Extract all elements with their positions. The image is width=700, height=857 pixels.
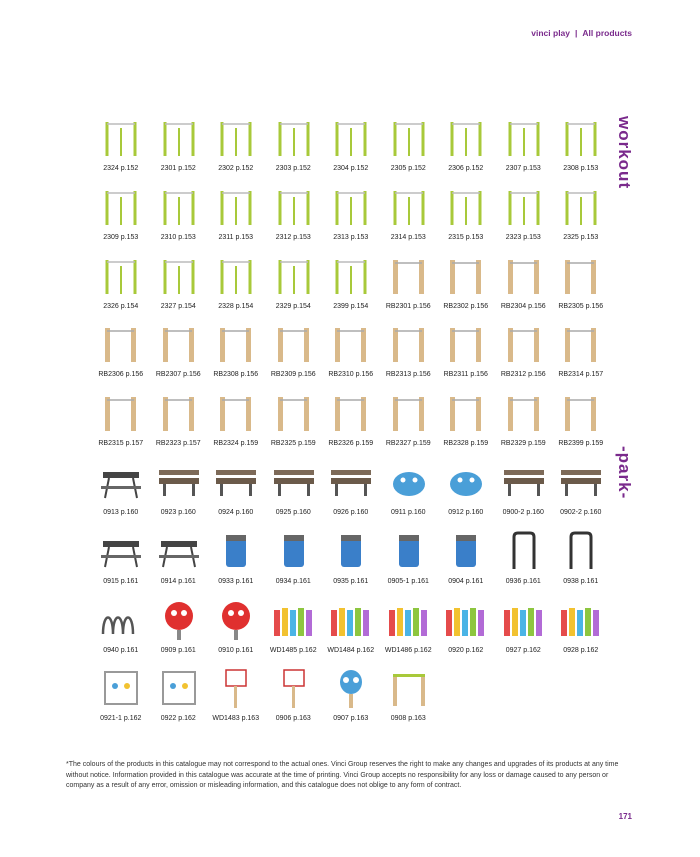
product-caption: 2313 p.153 <box>333 233 369 241</box>
product-caption: 2301 p.152 <box>160 165 196 172</box>
workout-station-icon <box>212 185 260 229</box>
product-caption: 0936 p.161 <box>505 577 541 585</box>
product-caption: 2302 p.152 <box>218 165 254 172</box>
product-caption: RB2326 p.159 <box>328 440 374 448</box>
product-item <box>150 116 208 185</box>
product-caption: RB2323 p.157 <box>155 440 201 448</box>
product-item <box>380 529 438 598</box>
product-item <box>322 116 380 185</box>
product-caption: 0905-1 p.161 <box>387 577 429 585</box>
play-panel-icon <box>97 666 145 710</box>
wooden-workout-icon <box>327 391 375 435</box>
workout-station-icon <box>442 116 490 160</box>
workout-station-icon <box>557 185 605 229</box>
product-item <box>437 391 495 460</box>
wooden-workout-icon <box>500 391 548 435</box>
product-caption: 2325 p.153 <box>563 233 599 241</box>
product-caption: RB2305 p.156 <box>558 302 604 310</box>
product-caption: 2314 p.153 <box>390 233 426 241</box>
wooden-workout-icon <box>442 391 490 435</box>
product-item <box>322 529 380 598</box>
product-item <box>92 185 150 254</box>
product-item <box>552 529 610 598</box>
picnic-table-icon <box>97 529 145 573</box>
wooden-workout-icon <box>557 322 605 366</box>
product-caption: WD1485 p.162 <box>269 646 317 654</box>
product-caption: 0910 p.161 <box>218 646 254 654</box>
product-caption: RB2308 p.156 <box>213 371 259 379</box>
fence-icon <box>557 598 605 642</box>
product-item <box>495 391 553 460</box>
wooden-workout-icon <box>212 322 260 366</box>
product-caption: 2306 p.152 <box>448 165 484 172</box>
product-item <box>265 598 323 667</box>
park-section-label: -park- <box>615 446 634 500</box>
litter-bin-icon <box>327 529 375 573</box>
product-caption: RB2311 p.156 <box>443 371 488 379</box>
product-caption: 0911 p.160 <box>390 508 426 516</box>
product-caption: RB2310 p.156 <box>328 371 374 379</box>
litter-bin-icon <box>385 529 433 573</box>
fence-icon <box>270 598 318 642</box>
product-caption: 2328 p.154 <box>218 302 254 310</box>
workout-station-icon <box>155 116 203 160</box>
product-caption: RB2315 p.157 <box>98 440 144 448</box>
product-item <box>380 666 438 735</box>
product-caption: 2327 p.154 <box>160 302 196 310</box>
product-caption: RB2312 p.156 <box>500 371 546 379</box>
product-item <box>150 322 208 391</box>
workout-station-icon <box>270 185 318 229</box>
wooden-workout-icon <box>155 322 203 366</box>
owl-sign-icon <box>327 666 375 710</box>
product-caption: RB2301 p.156 <box>385 302 431 310</box>
product-item <box>437 460 495 529</box>
product-item <box>150 666 208 735</box>
wooden-workout-icon <box>327 322 375 366</box>
product-item <box>265 116 323 185</box>
product-item <box>437 322 495 391</box>
product-item <box>150 460 208 529</box>
product-caption: 2307 p.153 <box>505 165 541 172</box>
workout-section-label: workout <box>615 116 634 190</box>
product-item <box>437 529 495 598</box>
product-item <box>207 391 265 460</box>
product-caption: WD1486 p.162 <box>384 646 432 654</box>
product-caption: 2312 p.153 <box>275 233 311 241</box>
workout-station-icon <box>97 116 145 160</box>
product-item <box>322 460 380 529</box>
product-item <box>322 666 380 735</box>
product-item <box>92 529 150 598</box>
product-caption: 0927 p.162 <box>505 646 541 654</box>
product-item <box>380 322 438 391</box>
product-caption: 0922 p.162 <box>160 715 196 723</box>
workout-station-icon <box>327 185 375 229</box>
product-item <box>380 116 438 185</box>
product-item <box>265 460 323 529</box>
product-caption: 2304 p.152 <box>333 165 369 172</box>
product-item <box>150 185 208 254</box>
product-item <box>265 529 323 598</box>
wooden-workout-icon <box>212 391 260 435</box>
bench-icon <box>500 460 548 504</box>
wooden-workout-icon <box>155 391 203 435</box>
product-item <box>92 598 150 667</box>
product-item <box>495 529 553 598</box>
product-caption: 0902-2 p.160 <box>560 508 602 516</box>
product-item <box>380 460 438 529</box>
product-caption: 0926 p.160 <box>333 508 369 516</box>
product-caption: 2305 p.152 <box>390 165 426 172</box>
product-caption: 2315 p.153 <box>448 233 484 241</box>
play-panel-icon <box>155 666 203 710</box>
product-caption: RB2325 p.159 <box>270 440 316 448</box>
product-item <box>265 185 323 254</box>
product-caption: 0904 p.161 <box>448 577 484 585</box>
product-item <box>552 185 610 254</box>
product-caption: RB2324 p.159 <box>213 440 259 448</box>
product-item <box>92 116 150 185</box>
product-caption: 0923 p.160 <box>160 508 196 516</box>
wooden-workout-icon <box>500 254 548 298</box>
section-name: All products <box>582 28 632 38</box>
product-item <box>150 254 208 323</box>
workout-station-icon <box>500 116 548 160</box>
product-caption: 2303 p.152 <box>275 165 311 172</box>
product-item <box>437 598 495 667</box>
disclaimer-footnote: *The colours of the products in this catalogue may not correspond to the actual ones. Vinci Group reserves the right to make any changes and upgrades of its products at any time without notice. Information provided in this catalogue was accurate at the time of printing. Vinci Group accepts no responsibility for any loss or damage caused to any person or company as a result of any error, omission or misleading information, and this catalogue does not oblige to any form of contract. <box>66 761 619 789</box>
product-item <box>552 116 610 185</box>
fence-icon <box>500 598 548 642</box>
bike-stand-icon <box>557 529 605 573</box>
workout-station-icon <box>212 116 260 160</box>
product-item <box>495 322 553 391</box>
bench-icon <box>327 460 375 504</box>
sign-post-icon <box>212 666 260 710</box>
product-caption: 2324 p.152 <box>103 165 139 172</box>
workout-station-icon <box>442 185 490 229</box>
product-caption: RB2314 p.157 <box>558 371 604 379</box>
product-caption: 2323 p.153 <box>505 233 541 241</box>
page-header <box>531 28 632 38</box>
product-item <box>495 116 553 185</box>
product-item <box>207 185 265 254</box>
wooden-workout-icon <box>557 254 605 298</box>
product-item <box>207 529 265 598</box>
wooden-workout-icon <box>385 322 433 366</box>
fence-icon <box>327 598 375 642</box>
product-item <box>437 116 495 185</box>
page-number: 171 <box>618 812 632 821</box>
wooden-workout-icon <box>385 254 433 298</box>
wooden-workout-icon <box>557 391 605 435</box>
product-item <box>380 391 438 460</box>
wooden-workout-icon <box>270 391 318 435</box>
picnic-table-icon <box>97 460 145 504</box>
litter-bin-icon <box>212 529 260 573</box>
product-caption: RB2302 p.156 <box>443 302 489 310</box>
product-item <box>495 598 553 667</box>
product-item <box>495 460 553 529</box>
product-item <box>265 254 323 323</box>
bench-icon <box>270 460 318 504</box>
workout-station-icon <box>97 254 145 298</box>
wooden-workout-icon <box>442 322 490 366</box>
product-item <box>207 116 265 185</box>
fence-icon <box>442 598 490 642</box>
product-caption: 0915 p.161 <box>103 577 139 585</box>
product-item <box>265 322 323 391</box>
product-caption: 2309 p.153 <box>103 233 139 241</box>
animal-seat-icon <box>442 460 490 504</box>
product-caption: RB2313 p.156 <box>385 371 431 379</box>
product-item <box>150 529 208 598</box>
product-caption: 0912 p.160 <box>448 508 484 516</box>
workout-station-icon <box>557 116 605 160</box>
fence-icon <box>385 598 433 642</box>
animal-seat-icon <box>385 460 433 504</box>
product-caption: RB2306 p.156 <box>98 371 144 379</box>
wooden-workout-icon <box>442 254 490 298</box>
product-caption: 0934 p.161 <box>275 577 311 585</box>
workout-station-icon <box>327 116 375 160</box>
animal-panel-icon <box>155 598 203 642</box>
product-item <box>437 254 495 323</box>
product-caption: 2399 p.154 <box>333 302 369 310</box>
product-item <box>380 185 438 254</box>
workout-station-icon <box>212 254 260 298</box>
wooden-workout-icon <box>385 391 433 435</box>
product-caption: 0924 p.160 <box>218 508 254 516</box>
product-item <box>380 254 438 323</box>
workout-station-icon <box>327 254 375 298</box>
workout-station-icon <box>500 185 548 229</box>
product-item <box>322 322 380 391</box>
product-item <box>495 254 553 323</box>
bench-icon <box>155 460 203 504</box>
product-item <box>207 598 265 667</box>
brand-name: vinci play <box>531 28 571 38</box>
product-caption: 0928 p.162 <box>563 646 599 654</box>
product-item <box>150 598 208 667</box>
product-grid <box>92 116 610 735</box>
product-item <box>92 391 150 460</box>
product-caption: RB2328 p.159 <box>443 440 489 448</box>
product-item <box>552 322 610 391</box>
product-item <box>495 185 553 254</box>
product-caption: RB2399 p.159 <box>558 440 604 448</box>
product-item <box>552 391 610 460</box>
product-item <box>150 391 208 460</box>
header-separator: | <box>575 28 578 38</box>
product-item <box>92 666 150 735</box>
product-caption: RB2309 p.156 <box>270 371 316 379</box>
product-caption: 2310 p.153 <box>160 233 196 241</box>
litter-bin-icon <box>270 529 318 573</box>
workout-station-icon <box>155 185 203 229</box>
product-caption: 0909 p.161 <box>160 646 196 654</box>
product-caption: RB2304 p.156 <box>500 302 546 310</box>
wooden-workout-icon <box>270 322 318 366</box>
product-item <box>322 185 380 254</box>
product-caption: WD1484 p.162 <box>327 646 375 654</box>
product-caption: 0900-2 p.160 <box>502 508 544 516</box>
product-caption: 2308 p.153 <box>563 165 599 172</box>
workout-station-icon <box>155 254 203 298</box>
product-item <box>92 254 150 323</box>
product-item <box>207 254 265 323</box>
sign-post-icon <box>270 666 318 710</box>
workout-station-icon <box>270 116 318 160</box>
wooden-workout-icon <box>97 322 145 366</box>
workout-station-icon <box>270 254 318 298</box>
product-caption: 2311 p.153 <box>218 233 253 241</box>
product-item <box>552 254 610 323</box>
workout-station-icon <box>385 116 433 160</box>
product-item <box>207 666 265 735</box>
product-caption: RB2329 p.159 <box>500 440 546 448</box>
wooden-workout-icon <box>97 391 145 435</box>
product-item <box>552 598 610 667</box>
bench-icon <box>557 460 605 504</box>
product-item <box>265 391 323 460</box>
product-caption: 0938 p.161 <box>563 577 599 585</box>
product-item <box>265 666 323 735</box>
bike-stand-icon <box>500 529 548 573</box>
arch-icon <box>385 666 433 710</box>
picnic-table-icon <box>155 529 203 573</box>
workout-station-icon <box>97 185 145 229</box>
product-caption: 0906 p.163 <box>275 715 311 723</box>
product-caption: 0914 p.161 <box>160 577 196 585</box>
product-caption: 2329 p.154 <box>275 302 311 310</box>
product-caption: RB2307 p.156 <box>155 371 201 379</box>
litter-bin-icon <box>442 529 490 573</box>
product-item <box>207 322 265 391</box>
product-item <box>207 460 265 529</box>
product-caption: 0913 p.160 <box>103 508 139 516</box>
product-caption: 2326 p.154 <box>103 302 139 310</box>
bench-icon <box>212 460 260 504</box>
product-caption: 0921-1 p.162 <box>100 715 142 723</box>
product-item <box>92 460 150 529</box>
animal-panel-icon <box>212 598 260 642</box>
product-item <box>322 254 380 323</box>
product-item <box>322 598 380 667</box>
product-caption: RB2327 p.159 <box>385 440 431 448</box>
product-caption: 0925 p.160 <box>275 508 311 516</box>
product-caption: 0940 p.161 <box>103 646 139 654</box>
product-item <box>437 185 495 254</box>
product-caption: 0935 p.161 <box>333 577 369 585</box>
product-item <box>380 598 438 667</box>
product-item <box>322 391 380 460</box>
wooden-workout-icon <box>500 322 548 366</box>
product-caption: 0933 p.161 <box>218 577 254 585</box>
product-caption: 0907 p.163 <box>333 715 369 723</box>
product-caption: 0908 p.163 <box>390 715 426 723</box>
bike-rack-icon <box>97 598 145 642</box>
product-item <box>92 322 150 391</box>
product-caption: 0920 p.162 <box>448 646 484 654</box>
product-item <box>552 460 610 529</box>
product-caption: WD1483 p.163 <box>212 715 260 723</box>
workout-station-icon <box>385 185 433 229</box>
